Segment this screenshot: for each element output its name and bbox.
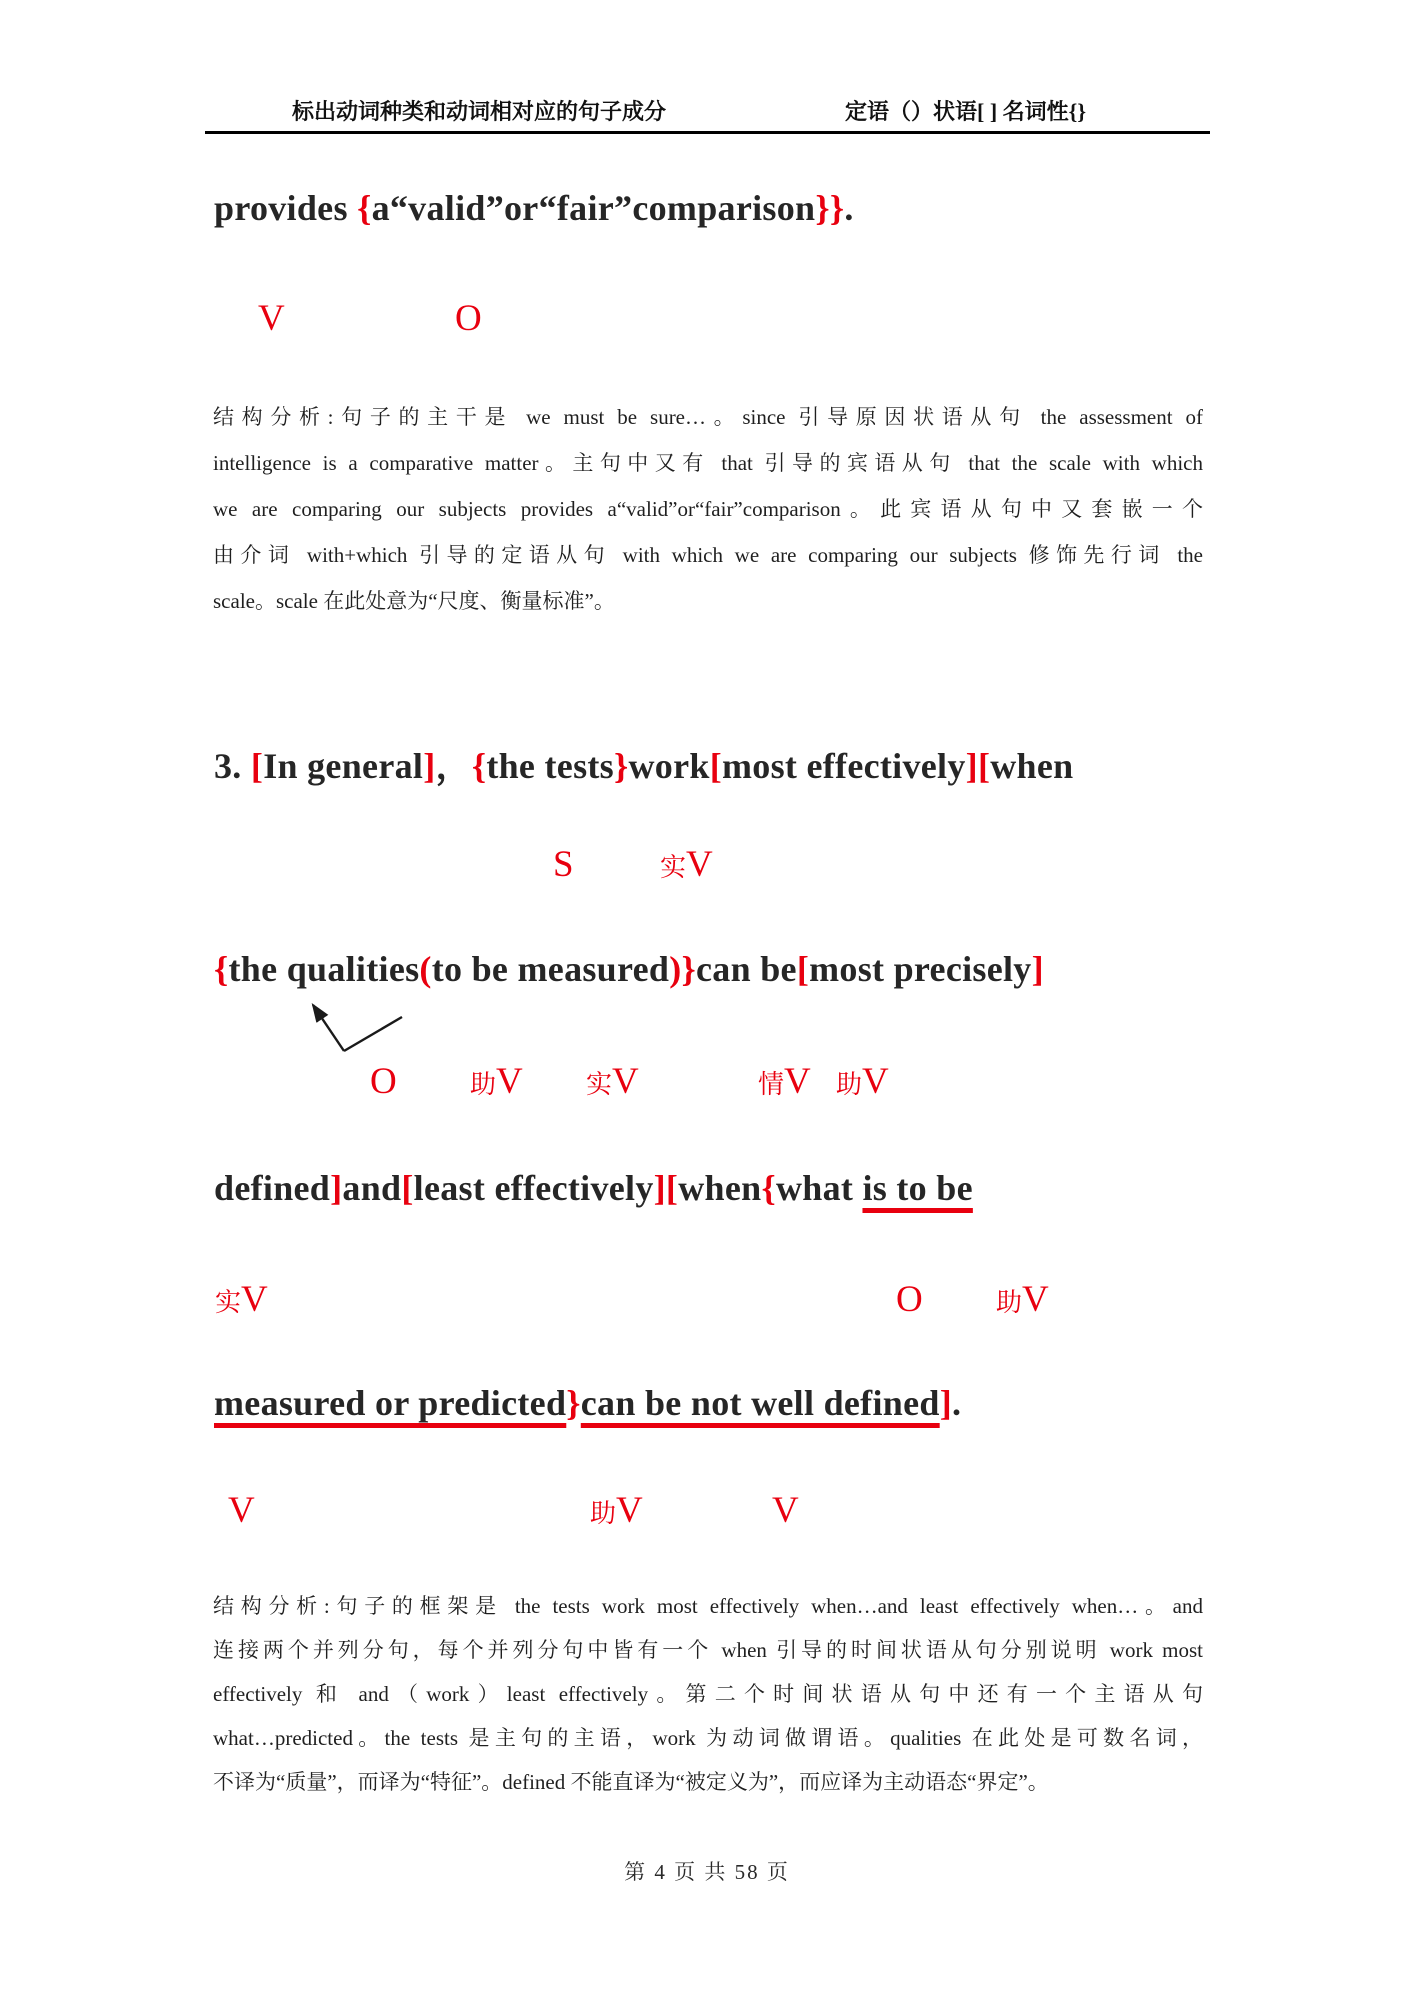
- text-segment: the qualities: [228, 949, 420, 989]
- page-footer: 第 4 页 共 58 页: [624, 1860, 790, 1884]
- grammar-marker: [758, 1060, 811, 1103]
- marker-letter: S: [553, 844, 574, 885]
- marker-prefix: 实: [586, 1070, 613, 1099]
- grammar-marker: [228, 1489, 255, 1532]
- analysis-line: effectively 和 and（work）least effectively。第二个时间状语从句中还有一个主语从句: [213, 1682, 1203, 1706]
- text-segment: what: [775, 1168, 863, 1208]
- marker-letter: V: [772, 1490, 799, 1531]
- grammar-marker: [258, 297, 285, 340]
- text-segment: 3.: [214, 746, 251, 786]
- grammar-marker: [836, 1060, 889, 1103]
- text-segment: )}: [669, 949, 697, 989]
- annotation-arrow: [288, 993, 428, 1063]
- analysis-line: 由介词 with+which 引导的定语从句 with which we are comparing our subjects 修饰先行词 the: [213, 543, 1203, 567]
- text-segment: ]: [423, 746, 436, 786]
- header-rule: [205, 131, 1210, 134]
- marker-letter: V: [784, 1061, 811, 1102]
- text-segment: is to be: [862, 1168, 973, 1208]
- analysis-line: what…predicted。the tests 是主句的主语，work 为动词做谓语。qualities 在此处是可数名词，: [213, 1726, 1203, 1750]
- marker-row-5: [0, 1489, 1414, 1541]
- text-segment: to be measured: [431, 949, 670, 989]
- text-segment: ，: [435, 746, 472, 786]
- analysis-paragraph-2: [213, 1584, 1203, 1804]
- sentence-3-line-1: [214, 738, 1073, 789]
- text-segment: .: [951, 1383, 962, 1423]
- analysis-line: intelligence is a comparative matter。主句中又有 that 引导的宾语从句 that the scale with which: [213, 451, 1203, 475]
- analysis-line: we are comparing our subjects provides a“valid”or“fair”comparison。此宾语从句中又套嵌一个: [213, 497, 1203, 521]
- grammar-marker: [370, 1060, 397, 1103]
- marker-letter: O: [896, 1279, 923, 1320]
- text-segment: most precisely: [809, 949, 1032, 989]
- marker-letter: V: [241, 1279, 268, 1320]
- text-segment: }: [613, 746, 629, 786]
- marker-prefix: 助: [996, 1288, 1023, 1317]
- marker-prefix: 实: [660, 853, 687, 882]
- analysis-line: 结构分析:句子的主干是 we must be sure…。since 引导原因状语从句 the assessment of: [213, 405, 1203, 429]
- text-segment: ]: [330, 1168, 343, 1208]
- grammar-marker: [215, 1278, 268, 1321]
- marker-prefix: 助: [836, 1070, 863, 1099]
- text-segment: defined: [214, 1168, 331, 1208]
- text-segment: work: [628, 746, 710, 786]
- text-segment: [: [796, 949, 810, 989]
- marker-row-2: [0, 843, 1414, 895]
- header-title: 标出动词种类和动词相对应的句子成分: [292, 99, 667, 124]
- text-segment: .: [844, 188, 854, 228]
- marker-letter: V: [862, 1061, 889, 1102]
- text-segment: measured or predicted: [214, 1383, 567, 1423]
- text-segment: and: [342, 1168, 402, 1208]
- marker-letter: V: [612, 1061, 639, 1102]
- grammar-marker: [590, 1489, 643, 1532]
- text-segment: ]: [1031, 949, 1044, 989]
- text-segment: a“valid”or“fair”comparison: [371, 188, 816, 228]
- text-segment: ][: [965, 746, 991, 786]
- text-segment: when: [678, 1168, 762, 1208]
- text-segment: can be: [696, 949, 797, 989]
- text-segment: ][: [653, 1168, 679, 1208]
- marker-row-3: [0, 1060, 1414, 1112]
- text-segment: {: [357, 188, 372, 228]
- marker-letter: V: [258, 298, 285, 339]
- analysis-line: 不译为“质量”，而译为“特征”。defined 不能直译为“被定义为”，而应译为主动语态“界定”。: [213, 1770, 1049, 1794]
- text-segment: least effectively: [413, 1168, 654, 1208]
- text-segment: {: [214, 949, 229, 989]
- marker-row-1: [0, 297, 1414, 349]
- text-segment: (: [419, 949, 432, 989]
- sentence-fragment-2: [214, 187, 854, 229]
- marker-letter: V: [686, 844, 713, 885]
- marker-row-4: [0, 1278, 1414, 1330]
- grammar-marker: [553, 843, 574, 886]
- analysis-paragraph-1: [213, 394, 1203, 624]
- grammar-marker: [586, 1060, 639, 1103]
- grammar-marker: [996, 1278, 1049, 1321]
- marker-prefix: 助: [590, 1499, 617, 1528]
- text-segment: {: [761, 1168, 776, 1208]
- marker-letter: V: [496, 1061, 523, 1102]
- grammar-marker: [772, 1489, 799, 1532]
- marker-letter: V: [228, 1490, 255, 1531]
- text-segment: }: [566, 1383, 581, 1423]
- text-segment: {: [471, 746, 487, 786]
- grammar-marker: [660, 843, 713, 886]
- grammar-marker: [455, 297, 482, 340]
- marker-letter: V: [616, 1490, 643, 1531]
- marker-prefix: 助: [470, 1070, 497, 1099]
- text-segment: [: [401, 1168, 414, 1208]
- text-segment: most effectively: [721, 746, 966, 786]
- sentence-3-line-4: [214, 1382, 961, 1424]
- text-segment: In general: [263, 746, 424, 786]
- sentence-3-line-3: [214, 1167, 973, 1209]
- text-segment: provides: [214, 188, 358, 228]
- text-segment: }}: [815, 188, 845, 228]
- text-segment: when: [990, 746, 1074, 786]
- analysis-line: scale。scale 在此处意为“尺度、衡量标准”。: [213, 589, 615, 613]
- text-segment: [: [250, 746, 264, 786]
- grammar-marker: [896, 1278, 923, 1321]
- text-segment: the tests: [486, 746, 614, 786]
- text-segment: can be not well defined: [580, 1383, 940, 1423]
- header-legend: 定语（）状语[ ] 名词性{}: [845, 99, 1086, 124]
- grammar-marker: [470, 1060, 523, 1103]
- marker-letter: O: [455, 298, 482, 339]
- marker-prefix: 情: [758, 1070, 785, 1099]
- marker-letter: O: [370, 1061, 397, 1102]
- analysis-line: 连接两个并列分句，每个并列分句中皆有一个 when 引导的时间状语从句分别说明 work most: [213, 1638, 1203, 1662]
- text-segment: [: [709, 746, 722, 786]
- marker-prefix: 实: [215, 1288, 242, 1317]
- analysis-line: 结构分析:句子的框架是 the tests work most effectively when…and least effectively when…。and: [213, 1594, 1203, 1618]
- marker-letter: V: [1022, 1279, 1049, 1320]
- sentence-3-line-2: [214, 948, 1044, 990]
- text-segment: ]: [939, 1383, 952, 1423]
